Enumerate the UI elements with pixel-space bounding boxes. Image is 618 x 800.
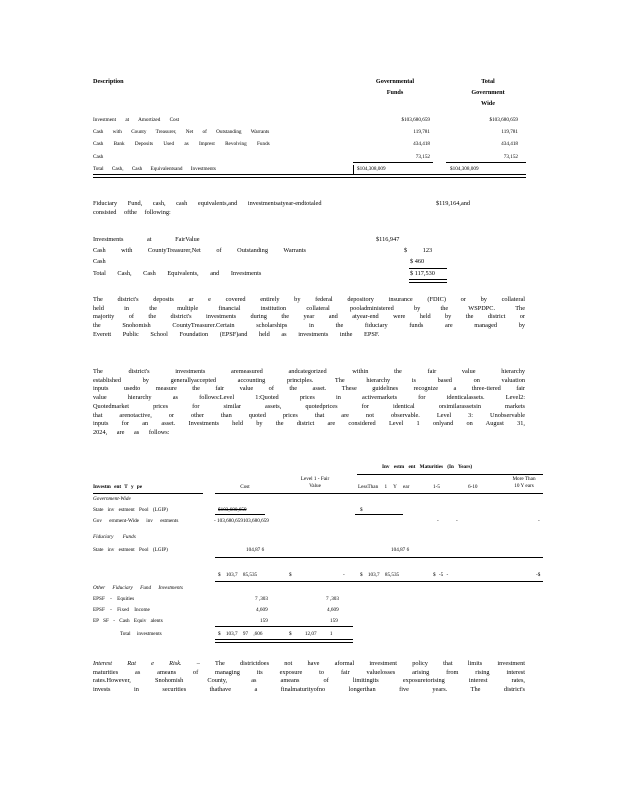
rule xyxy=(215,626,353,627)
inv-row-cost: $103,680,659 xyxy=(218,507,247,513)
maturities-header: Inv estm ent Maturities (In Years) xyxy=(382,464,473,470)
fiduciary-row-label: Cash with CountyTreasurer,Net of Outstanding Warrants xyxy=(93,247,307,254)
table1-row-total: 119,781 xyxy=(501,129,518,135)
fiduciary-intro-line1: Fiduciary Fund, cash, cash equivalents,and investmentsatyear-endtotaled xyxy=(93,200,322,207)
interest-rate-risk-paragraph: Interest Rat e Risk. – The districtdoes not have aformal investment policy that limits investment maturities as ameans of managing its exposure to fair valuelosses arising from rising interest rates.However, Snohomish County, as ameans of limitingits exposuretorising interest rates, invests in securities thathave a finalmaturityofno longerthan five years. The district's xyxy=(93,660,525,694)
inv-total-dash: - xyxy=(343,572,345,578)
inv-total-level1: $ xyxy=(289,572,292,578)
fiduciary-row-amount: $ 460 xyxy=(410,258,425,265)
inv-row-less: 104,87 6 xyxy=(391,547,410,553)
inv-other-total-label: Total investments xyxy=(120,631,162,637)
more-than-10-header: More Than 10 Y ears xyxy=(512,476,536,489)
fiduciary-row-label: Cash xyxy=(93,258,106,265)
inv-row-dash: - xyxy=(456,518,458,524)
table1-total-total: $104,308,009 xyxy=(450,166,479,172)
table1-row-gov: 119,781 xyxy=(413,129,430,135)
inv-row-cost: 7 ,303 xyxy=(255,596,268,602)
rule xyxy=(409,268,447,269)
inv-row-label: EPSF - Fixed Income xyxy=(93,607,150,613)
rule xyxy=(353,162,433,163)
1-5-header: 1-5 xyxy=(433,484,440,490)
inv-total-less: $ 103,7 85,535 xyxy=(360,572,400,578)
table1-row-total: 73,152 xyxy=(503,154,518,160)
section-fiduciary-funds: Fiduciary Funds xyxy=(93,534,136,540)
rule xyxy=(355,514,403,515)
description-header: Description xyxy=(93,78,124,85)
fiduciary-total-label: Total Cash, Cash Equivalents, and Investments xyxy=(93,270,262,277)
cost-header: Cost xyxy=(240,484,250,490)
inv-row-label: EP SF - Cash Equiv alents xyxy=(93,618,163,624)
less-than-1-header: LessThan 1 Y ear xyxy=(358,484,410,490)
inv-row-cost: 4,609 xyxy=(256,607,268,613)
rule xyxy=(215,514,265,515)
double-rule xyxy=(409,279,447,283)
inv-row-level1: 159 xyxy=(330,618,338,624)
inv-row-cost: 104,87 6 xyxy=(246,547,265,553)
rule xyxy=(215,557,543,558)
inv-row-label: State inv estment Pool (LGIP) xyxy=(93,547,168,553)
section-government-wide: Government-Wide xyxy=(93,496,131,502)
inv-total-end: -$ xyxy=(536,572,541,578)
total-government-wide-header: Total Government Wide xyxy=(471,78,505,107)
inv-row-level1: 7 ,303 xyxy=(326,596,339,602)
inv-total-1-5: $ -5 - xyxy=(433,572,449,578)
rule xyxy=(215,581,543,582)
inv-row-label: State inv estment Pool (LGIP) xyxy=(93,507,168,513)
fiduciary-row-label: Investments at FairValue xyxy=(93,236,200,243)
table1-row-gov: 73,152 xyxy=(415,154,430,160)
table1-row-label: Cash Bank Deposits Used as Imprest Revolving Funds xyxy=(93,141,270,147)
rule xyxy=(357,474,543,475)
deposits-paragraph: The district's deposits ar e covered entirely by federal depository insurance (FDIC) or by collateral held in the multiple financial institution collateral pooladministered by the WSPDPC. The majority of the district's investments during the year and atyear-end were held by the district or the Snohomish CountyTreasurer.Certain scholarships in the fiduciary funds are managed by Everett Public School Foundation (EPSF)and held as investments inthe EPSF. xyxy=(93,296,525,338)
inv-row-label: Gov ernment-Wide inv estments xyxy=(93,518,179,524)
governmental-funds-header: Governmental Funds xyxy=(375,78,415,96)
inv-row-label: EPSF - Equities xyxy=(93,596,135,602)
inv-row-cost: 159 xyxy=(260,618,268,624)
inv-row-less: $ xyxy=(360,507,363,513)
6-10-header: 6-10 xyxy=(468,484,478,490)
fiduciary-row-amount: $116,947 xyxy=(376,236,400,243)
rule xyxy=(93,493,203,494)
section-other-fiduciary: Other Fiduciary Fund Investments xyxy=(93,585,183,591)
double-rule xyxy=(215,639,353,643)
table1-total-gov: $104,308,009 xyxy=(357,166,386,172)
table1-row-gov: 434,418 xyxy=(413,141,430,147)
table1-row-label: Investment at Amortized Cost xyxy=(93,117,180,123)
table1-row-total: 434,418 xyxy=(501,141,518,147)
rule xyxy=(215,493,543,494)
level1-header: Level 1 - Fair Value xyxy=(300,476,330,489)
fair-value-paragraph: The district's investments aremeasured andcategorized within the fair value hierarchy established by generallyaccepted accounting principles. The hierarchy is based on valuation inputs usedto measure the fair value of the asset. These guidelines recognize a three-tiered fair value hierarchy as follows:Level 1:Quoted prices in activemarkets for identicalassets. Level2: Quotedmarket prices for similar assets, quotedprices for identical orsimilarassetsin markets that arenotactive, or other than quoted prices that are not observable. Level 3: Unobservable inputs for an asset. Investments held by the district are considered Level 1 onlyand on August 31, 2024, are as follows: xyxy=(93,368,525,436)
inv-row-dash: - xyxy=(437,518,439,524)
table1-row-label: Cash xyxy=(93,154,104,160)
double-rule xyxy=(93,174,526,178)
inv-total-cost: $ 103,7 85,535 xyxy=(218,572,258,578)
table1-row-label: Cash with County Treasurer, Net of Outstanding Warrants xyxy=(93,129,270,135)
table1-row-total: $103,680,659 xyxy=(489,117,518,123)
fiduciary-row-amount: $ 123 xyxy=(404,247,433,254)
inv-row-dash: - xyxy=(538,518,540,524)
rule xyxy=(353,165,354,175)
inv-row-cost: - 103,680,659103,680,659 xyxy=(214,518,269,524)
table1-total-label: Total Cash, Cash Equivalentsand Investments xyxy=(93,166,216,172)
inv-row-level1: 4,609 xyxy=(327,607,339,613)
investment-type-header: Investm ent T y pe xyxy=(93,484,143,490)
inv-other-total-level1: $ 12,07 1 xyxy=(289,631,333,637)
fiduciary-total-amount: $ 117,530 xyxy=(410,270,435,277)
inv-other-total-cost: $ 103,7 97 ,606 xyxy=(218,631,263,637)
rule xyxy=(446,162,526,163)
table1-row-gov: $103,680,659 xyxy=(401,117,430,123)
fiduciary-intro-line2: consisted ofthe following: xyxy=(93,209,171,216)
interest-rate-risk-heading: Interest Rat e Risk. xyxy=(93,660,182,667)
fiduciary-intro-amount: $119,164,and xyxy=(436,200,471,207)
